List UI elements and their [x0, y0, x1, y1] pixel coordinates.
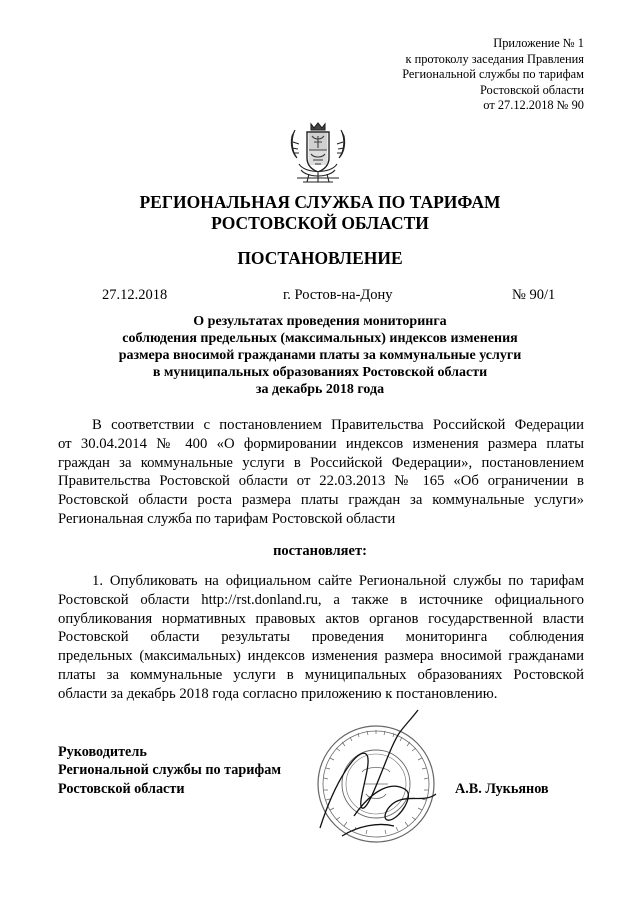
item-line: опубликования нормативных правовых актов органов государственной власти: [58, 610, 584, 627]
subject-line: размера вносимой гражданами платы за коммунальные услуги: [118, 347, 522, 363]
document-place: г. Ростов-на-Дону: [283, 287, 393, 303]
annex-reference: [324, 36, 584, 114]
item-line: платы за коммунальные услуги в муниципальных образованиях Ростовской: [58, 666, 584, 683]
resolution-verb: постановляет:: [273, 543, 367, 559]
preamble-line: граждан за коммунальные услуги в Российской Федерации», постановлением: [58, 454, 584, 471]
annex-line: Региональной службы по тарифам: [402, 67, 584, 82]
organization-name-line: РЕГИОНАЛЬНАЯ СЛУЖБА ПО ТАРИФАМ: [139, 192, 501, 212]
preamble-line: В соответствии с постановлением Правительства Российской Федерации: [92, 417, 584, 433]
annex-line: от 27.12.2018 № 90: [483, 98, 584, 113]
preamble-paragraph: [58, 416, 584, 529]
coat-of-arms-icon: [287, 120, 349, 186]
subject-line: соблюдения предельных (максимальных) индексов изменения: [122, 330, 518, 346]
signatory-line: Региональной службы по тарифам: [58, 762, 282, 779]
preamble-line: Региональная служба по тарифам Ростовской области: [58, 510, 396, 527]
document-type: ПОСТАНОВЛЕНИЕ: [237, 248, 403, 268]
subject-line: О результатах проведения мониторинга: [193, 314, 447, 329]
official-seal-icon: [296, 708, 456, 858]
item-line: Ростовской области результаты проведения мониторинга соблюдения: [58, 629, 584, 646]
document-subject: [0, 314, 640, 399]
item-line: Ростовской области http://rst.donland.ru, а также в источнике официального: [58, 591, 584, 608]
signatory-name: А.В. Лукьянов: [455, 781, 549, 797]
annex-line: Ростовской области: [479, 82, 584, 97]
document-date: 27.12.2018: [102, 287, 168, 303]
annex-line: Приложение № 1: [493, 36, 584, 50]
organization-name: [0, 192, 640, 234]
preamble-line: Ростовской области роста размера платы граждан за коммунальные услуги»: [58, 492, 584, 509]
signatory-line: Ростовской области: [58, 780, 185, 797]
item-line: предельных (максимальных) индексов изменения размера вносимой гражданами: [58, 648, 584, 665]
preamble-line: от 30.04.2014 № 400 «О формировании индексов изменения размера платы: [58, 435, 584, 452]
document-number: № 90/1: [512, 287, 556, 303]
item-line: 1. Опубликовать на официальном сайте Региональной службы по тарифам: [92, 573, 584, 589]
item-line: области за декабрь 2018 года согласно приложению к постановлению.: [58, 685, 498, 702]
signatory-line: Руководитель: [58, 744, 147, 760]
resolution-item-1: [58, 572, 584, 704]
preamble-line: Правительства Ростовской области от 22.03.2013 № 165 «Об ограничении в: [58, 473, 584, 490]
organization-name-line: РОСТОВСКОЙ ОБЛАСТИ: [211, 213, 429, 233]
subject-line: в муниципальных образованиях Ростовской области: [152, 364, 488, 380]
subject-line: за декабрь 2018 года: [255, 381, 385, 397]
signatory-position: [58, 743, 281, 798]
annex-line: к протоколу заседания Правления: [405, 51, 584, 66]
